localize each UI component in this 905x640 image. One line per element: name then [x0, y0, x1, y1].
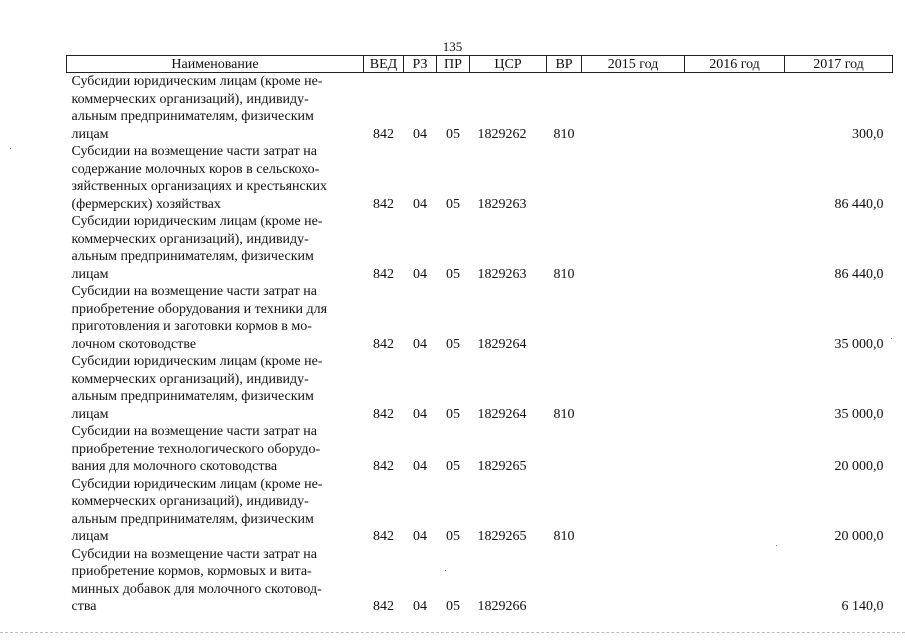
- row-name-line: лочном скотоводстве: [71, 336, 197, 352]
- row-name-line: коммерческих организаций), индивиду-: [71, 371, 309, 387]
- row-csr: 1829262: [477, 126, 527, 142]
- row-rz: 04: [413, 266, 427, 282]
- row-pr: 05: [446, 266, 460, 282]
- row-csr: 1829265: [477, 459, 527, 474]
- row-rz: 04: [413, 336, 427, 352]
- row-name-line: вания для молочного скотоводства: [71, 459, 278, 474]
- row-ved: 842: [373, 126, 394, 142]
- row-name-line: лицам: [71, 266, 109, 282]
- scan-speck: [445, 570, 446, 571]
- row-amount-2017: 6 140,0: [841, 599, 884, 614]
- row-name: [67, 213, 364, 283]
- table-row: [67, 143, 893, 213]
- col-header-ved: ВЕД: [364, 56, 404, 73]
- row-name: [67, 353, 364, 423]
- row-name-line: лицам: [71, 406, 109, 422]
- col-header-2016: 2016 год: [685, 56, 785, 73]
- row-name-line: альным предпринимателям, физическим: [71, 249, 314, 264]
- row-pr: 05: [446, 126, 460, 142]
- row-name-line: Субсидии на возмещение части затрат на: [71, 284, 317, 299]
- col-header-rz: РЗ: [404, 56, 437, 73]
- row-ved: 842: [373, 196, 394, 212]
- row-name-line: коммерческих организаций), индивиду-: [71, 231, 309, 247]
- row-rz: 04: [413, 459, 427, 474]
- row-csr: 1829263: [477, 196, 527, 212]
- table-row: [67, 213, 893, 283]
- table-row: [67, 546, 893, 616]
- scan-speck: [891, 338, 892, 339]
- row-name-line: приобретение технологического оборудо-: [71, 441, 321, 457]
- row-amount-2016: [685, 213, 785, 283]
- row-name-line: альным предпринимателям, физическим: [71, 109, 314, 124]
- row-name-line: ства: [71, 599, 97, 614]
- row-amount-2017: 86 440,0: [834, 196, 884, 212]
- row-name-line: зяйственных организациях и крестьянских: [71, 179, 328, 194]
- col-header-2017: 2017 год: [785, 56, 893, 73]
- row-name-line: Субсидии на возмещение части затрат на: [71, 424, 317, 439]
- col-header-csr: ЦСР: [470, 56, 547, 73]
- row-name: [67, 423, 364, 476]
- row-vr: 810: [553, 529, 575, 544]
- row-amount-2016: [685, 546, 785, 616]
- row-rz: 04: [413, 406, 427, 422]
- row-amount-2017: 86 440,0: [834, 266, 884, 282]
- row-name-line: Субсидии юридическим лицам (кроме не-: [71, 354, 323, 369]
- row-pr: 05: [446, 599, 460, 614]
- row-name: [67, 73, 364, 144]
- row-name-line: Субсидии на возмещение части затрат на: [71, 546, 317, 562]
- row-amount-2016: [685, 476, 785, 546]
- row-rz: 04: [413, 126, 427, 142]
- row-name-line: приобретение кормов, кормовых и вита-: [71, 564, 312, 579]
- row-amount-2017: 35 000,0: [834, 336, 884, 352]
- row-amount-2016: [685, 353, 785, 423]
- row-amount-2015: [582, 73, 685, 144]
- row-name-line: Субсидии юридическим лицам (кроме не-: [71, 476, 323, 492]
- row-rz: 04: [413, 599, 427, 614]
- row-csr: 1829263: [477, 266, 527, 282]
- row-amount-2015: [582, 213, 685, 283]
- row-name: [67, 476, 364, 546]
- row-pr: 05: [446, 529, 460, 544]
- row-name: [67, 143, 364, 213]
- row-vr: 810: [553, 126, 575, 142]
- row-vr: [547, 423, 582, 476]
- row-amount-2017: 20 000,0: [834, 529, 884, 544]
- row-name-line: коммерческих организаций), индивиду-: [71, 494, 309, 509]
- row-name-line: приготовления и заготовки кормов в мо-: [71, 319, 312, 334]
- row-ved: 842: [373, 529, 394, 544]
- table-body: [67, 73, 893, 616]
- row-csr: 1829265: [477, 529, 527, 544]
- row-csr: 1829264: [477, 406, 527, 422]
- col-header-pr: ПР: [437, 56, 470, 73]
- table-row: [67, 283, 893, 353]
- row-name: [67, 283, 364, 353]
- row-name-line: минных добавок для молочного скотовод-: [71, 581, 322, 597]
- row-pr: 05: [446, 336, 460, 352]
- row-csr: 1829266: [477, 599, 527, 614]
- row-pr: 05: [446, 459, 460, 474]
- col-header-2015: 2015 год: [582, 56, 685, 73]
- row-vr: 810: [553, 406, 575, 422]
- col-header-name: Наименование: [67, 56, 364, 73]
- row-name-line: приобретение оборудования и техники для: [71, 301, 328, 317]
- table-row: [67, 476, 893, 546]
- row-amount-2016: [685, 423, 785, 476]
- col-header-vr: ВР: [547, 56, 582, 73]
- page-number: 135: [442, 39, 463, 54]
- row-ved: 842: [373, 266, 394, 282]
- row-amount-2015: [582, 283, 685, 353]
- table-row: [67, 353, 893, 423]
- row-amount-2015: [582, 353, 685, 423]
- row-pr: 05: [446, 196, 460, 212]
- row-ved: 842: [373, 599, 394, 614]
- row-amount-2015: [582, 423, 685, 476]
- row-vr: [547, 283, 582, 353]
- row-ved: 842: [373, 459, 394, 474]
- row-ved: 842: [373, 406, 394, 422]
- row-amount-2015: [582, 476, 685, 546]
- row-rz: 04: [413, 529, 427, 544]
- row-amount-2015: [582, 546, 685, 616]
- page-bottom-edge: [0, 632, 905, 633]
- table-row: [67, 73, 893, 144]
- row-amount-2015: [582, 143, 685, 213]
- row-rz: 04: [413, 196, 427, 212]
- row-name-line: лицам: [71, 126, 109, 142]
- row-name-line: лицам: [71, 529, 109, 544]
- row-pr: 05: [446, 406, 460, 422]
- row-name-line: (фермерских) хозяйствах: [71, 196, 221, 212]
- row-name-line: альным предпринимателям, физическим: [71, 389, 314, 404]
- row-csr: 1829264: [477, 336, 527, 352]
- row-name-line: альным предпринимателям, физическим: [71, 511, 314, 527]
- row-amount-2016: [685, 73, 785, 144]
- row-amount-2016: [685, 143, 785, 213]
- row-name-line: Субсидии на возмещение части затрат на: [71, 144, 317, 159]
- row-name-line: содержание молочных коров в сельскохо-: [71, 161, 320, 177]
- row-amount-2017: 20 000,0: [834, 459, 884, 474]
- table-row: [67, 423, 893, 476]
- row-name-line: Субсидии юридическим лицам (кроме не-: [71, 74, 323, 89]
- row-name-line: коммерческих организаций), индивиду-: [71, 91, 309, 107]
- scan-speck: [776, 545, 777, 546]
- scan-speck: [10, 148, 11, 149]
- row-name: [67, 546, 364, 616]
- row-vr: 810: [553, 266, 575, 282]
- row-amount-2017: 35 000,0: [834, 406, 884, 422]
- row-amount-2017: 300,0: [852, 126, 884, 142]
- budget-table: [66, 55, 893, 616]
- row-amount-2016: [685, 283, 785, 353]
- row-vr: [547, 546, 582, 616]
- row-ved: 842: [373, 336, 394, 352]
- row-vr: [547, 143, 582, 213]
- header-row: [67, 56, 893, 73]
- row-name-line: Субсидии юридическим лицам (кроме не-: [71, 214, 323, 229]
